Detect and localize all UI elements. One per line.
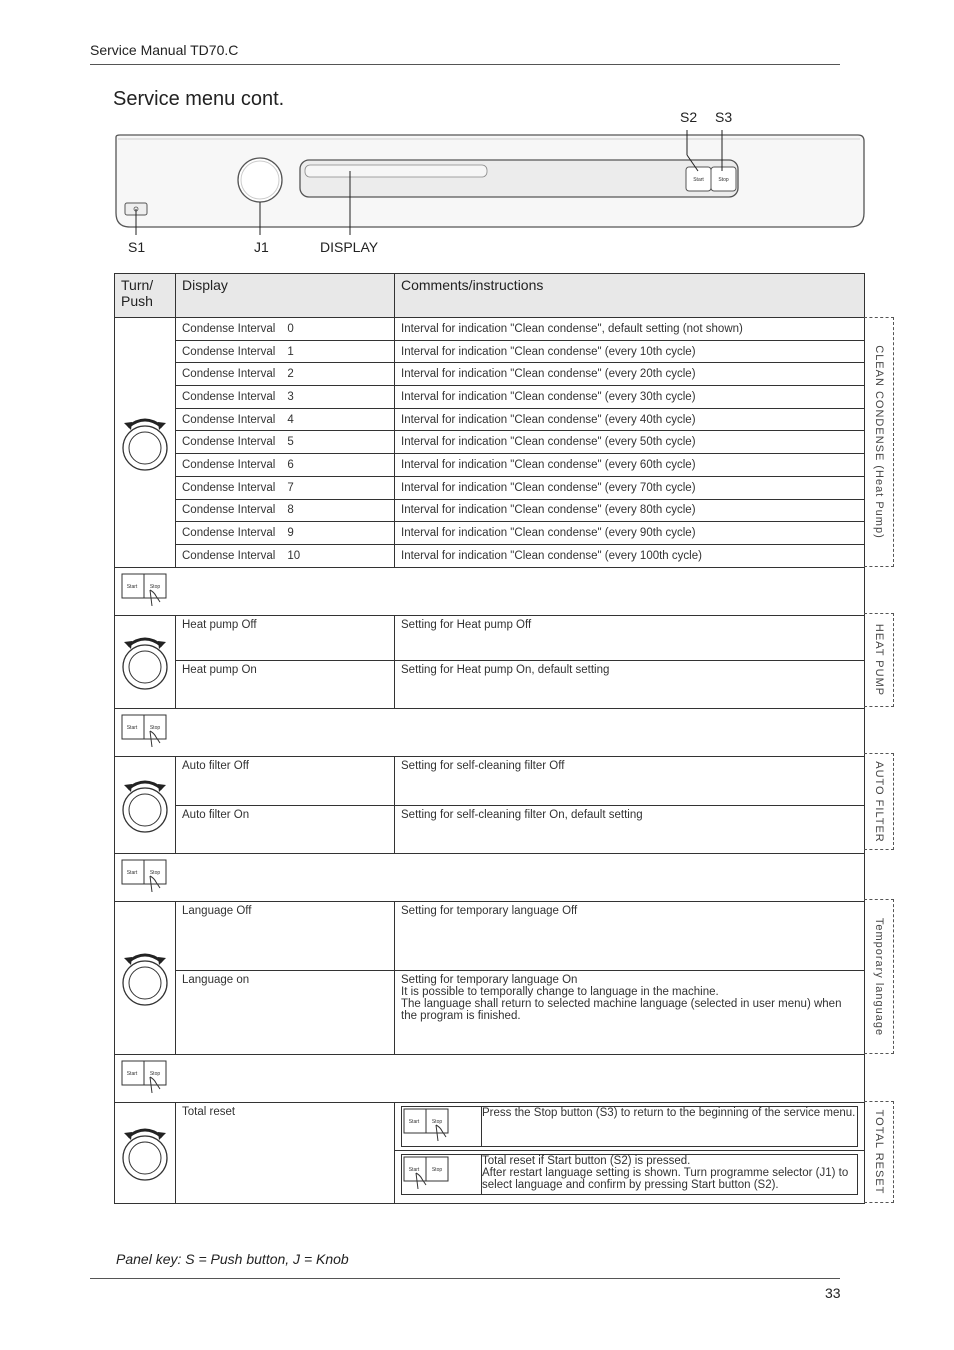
table-row xyxy=(115,454,865,477)
side-label-total-reset: TOTAL RESET xyxy=(864,1101,894,1203)
stop-text: Stop xyxy=(718,177,729,183)
table-row xyxy=(115,499,865,522)
press-stop-icon xyxy=(402,1107,452,1143)
press-start-cell xyxy=(115,567,865,615)
table-row xyxy=(115,340,865,363)
press-start-row xyxy=(115,1054,865,1102)
turn-knob-icon xyxy=(115,1102,176,1203)
condense-label: Condense Interval xyxy=(182,368,276,381)
svg-text:Start: Start xyxy=(126,724,138,731)
side-label-clean-condense: CLEAN CONDENSE (Heat Pump) xyxy=(864,317,894,567)
comment-cell xyxy=(395,970,865,1054)
press-start-icon xyxy=(120,572,170,608)
display-cell xyxy=(176,499,395,522)
comment-cell: Interval for indication "Clean condense" (every 60th cycle) xyxy=(395,454,865,477)
svg-text:Stop: Stop xyxy=(149,869,161,876)
condense-label: Condense Interval xyxy=(182,504,276,517)
display-cell: Auto filter Off xyxy=(176,756,395,805)
svg-text:Stop: Stop xyxy=(149,1070,161,1077)
display-cell xyxy=(176,363,395,386)
comment-line: After restart language setting is shown. Turn programme selector (J1) to select language and confirm by pressing Start button (S2). xyxy=(482,1166,849,1191)
condense-label: Condense Interval xyxy=(182,345,276,358)
comment-cell: Interval for indication "Clean condense" (every 20th cycle) xyxy=(395,363,865,386)
comment-cell: Setting for Heat pump On, default setting xyxy=(395,660,865,708)
comment-cell: Setting for self-cleaning filter Off xyxy=(395,756,865,805)
turn-knob-icon xyxy=(115,756,176,853)
svg-text:Stop: Stop xyxy=(149,724,161,731)
comment-line: The language shall return to selected machine language (selected in user menu) when the program is finished. xyxy=(401,997,842,1022)
table-row xyxy=(115,756,865,805)
svg-text:Start: Start xyxy=(126,1070,138,1077)
comment-cell xyxy=(395,1102,865,1150)
comment-cell: Interval for indication "Clean condense" (every 80th cycle) xyxy=(395,499,865,522)
table-row xyxy=(115,805,865,853)
display-cell xyxy=(176,431,395,454)
footer-rule xyxy=(90,1278,840,1279)
condense-value: 1 xyxy=(287,345,294,358)
table-row xyxy=(115,544,865,567)
condense-value: 6 xyxy=(287,458,294,471)
table-row xyxy=(115,431,865,454)
display-cell xyxy=(176,340,395,363)
side-label-heat-pump: HEAT PUMP xyxy=(864,613,894,707)
display-cell: Auto filter On xyxy=(176,805,395,853)
start-text: Start xyxy=(693,177,704,183)
display-cell: Language Off xyxy=(176,901,395,970)
press-start-cell xyxy=(115,853,865,901)
stop-comment: Press the Stop button (S3) to return to the beginning of the service menu. xyxy=(482,1106,858,1146)
condense-label: Condense Interval xyxy=(182,481,276,494)
table-row xyxy=(115,660,865,708)
press-start-row xyxy=(115,708,865,756)
comment-line: Total reset if Start button (S2) is pressed. xyxy=(482,1154,691,1167)
condense-value: 5 xyxy=(287,436,294,449)
j1-knob xyxy=(238,158,282,202)
condense-value: 8 xyxy=(287,504,294,517)
side-label-auto-filter: AUTO FILTER xyxy=(864,753,894,850)
comment-cell: Interval for indication "Clean condense" (every 30th cycle) xyxy=(395,386,865,409)
comment-cell: Interval for indication "Clean condense", default setting (not shown) xyxy=(395,318,865,341)
label-j1: J1 xyxy=(254,239,269,255)
press-start-row xyxy=(115,567,865,615)
service-menu-table xyxy=(114,273,865,1204)
comment-cell: Interval for indication "Clean condense" (every 50th cycle) xyxy=(395,431,865,454)
display-cell: Heat pump Off xyxy=(176,615,395,660)
comment-cell: Setting for self-cleaning filter On, default setting xyxy=(395,805,865,853)
table-row xyxy=(115,318,865,341)
label-s1: S1 xyxy=(128,239,146,255)
condense-label: Condense Interval xyxy=(182,413,276,426)
document-header: Service Manual TD70.C xyxy=(90,42,239,58)
condense-value: 7 xyxy=(287,481,294,494)
display-cell: Language on xyxy=(176,970,395,1054)
comment-cell: Interval for indication "Clean condense" (every 90th cycle) xyxy=(395,522,865,545)
press-start-icon xyxy=(120,858,170,894)
turn-knob-icon xyxy=(115,901,176,1054)
condense-value: 0 xyxy=(287,322,294,335)
press-start-cell xyxy=(115,1054,865,1102)
svg-text:Start: Start xyxy=(408,1118,420,1125)
label-s2: S2 xyxy=(680,109,698,125)
header-turn-push: Turn/ Push xyxy=(115,274,176,318)
press-start-icon xyxy=(120,713,170,749)
comment-cell: Interval for indication "Clean condense" (every 40th cycle) xyxy=(395,408,865,431)
control-panel-diagram xyxy=(110,105,870,235)
label-display: DISPLAY xyxy=(320,239,379,255)
comment-cell: Interval for indication "Clean condense" (every 100th cycle) xyxy=(395,544,865,567)
page-number: 33 xyxy=(825,1285,841,1301)
condense-value: 9 xyxy=(287,527,294,540)
table-row xyxy=(115,408,865,431)
display-cell xyxy=(176,318,395,341)
table-row xyxy=(115,476,865,499)
condense-value: 4 xyxy=(287,413,294,426)
condense-label: Condense Interval xyxy=(182,390,276,403)
condense-value: 10 xyxy=(287,549,301,562)
label-s3: S3 xyxy=(715,109,733,125)
svg-text:Start: Start xyxy=(126,583,138,590)
condense-value: 2 xyxy=(287,368,294,381)
comment-cell xyxy=(395,1150,865,1203)
press-start-icon xyxy=(120,1059,170,1095)
table-row xyxy=(115,363,865,386)
condense-label: Condense Interval xyxy=(182,527,276,540)
svg-text:Stop: Stop xyxy=(431,1118,443,1125)
table-header-row xyxy=(115,274,865,318)
turn-knob-icon xyxy=(115,615,176,708)
table-row xyxy=(115,522,865,545)
header-comments: Comments/instructions xyxy=(395,274,865,318)
display-cell xyxy=(176,454,395,477)
svg-text:Start: Start xyxy=(408,1166,420,1173)
svg-text:Stop: Stop xyxy=(431,1166,443,1173)
condense-label: Condense Interval xyxy=(182,436,276,449)
press-start-row xyxy=(115,853,865,901)
table-row xyxy=(115,1102,865,1150)
display-cell xyxy=(176,386,395,409)
display-cell xyxy=(176,544,395,567)
table-row xyxy=(115,901,865,970)
condense-value: 3 xyxy=(287,390,294,403)
comment-cell: Interval for indication "Clean condense" (every 10th cycle) xyxy=(395,340,865,363)
condense-label: Condense Interval xyxy=(182,549,276,562)
comment-line: Setting for temporary language On xyxy=(401,973,578,986)
display-cell xyxy=(176,476,395,499)
comment-line: It is possible to temporally change to language in the machine. xyxy=(401,985,719,998)
condense-label: Condense Interval xyxy=(182,458,276,471)
table-row xyxy=(115,970,865,1054)
press-start-icon xyxy=(402,1155,452,1191)
display-cell: Total reset xyxy=(176,1102,395,1203)
comment-cell: Interval for indication "Clean condense" (every 70th cycle) xyxy=(395,476,865,499)
start-comment xyxy=(482,1154,858,1194)
side-label-temporary-language: Temporary language xyxy=(864,899,894,1054)
svg-text:Start: Start xyxy=(126,869,138,876)
condense-label: Condense Interval xyxy=(182,322,276,335)
turn-knob-icon xyxy=(115,318,176,568)
table-row xyxy=(115,615,865,660)
display-cell xyxy=(176,408,395,431)
display-cell: Heat pump On xyxy=(176,660,395,708)
header-display: Display xyxy=(176,274,395,318)
comment-cell: Setting for Heat pump Off xyxy=(395,615,865,660)
panel-key-note: Panel key: S = Push button, J = Knob xyxy=(116,1251,349,1267)
header-rule xyxy=(90,64,840,65)
svg-text:Stop: Stop xyxy=(149,583,161,590)
press-start-cell xyxy=(115,708,865,756)
comment-cell: Setting for temporary language Off xyxy=(395,901,865,970)
table-row xyxy=(115,386,865,409)
page-title: Service menu cont. xyxy=(113,88,285,110)
display-cell xyxy=(176,522,395,545)
